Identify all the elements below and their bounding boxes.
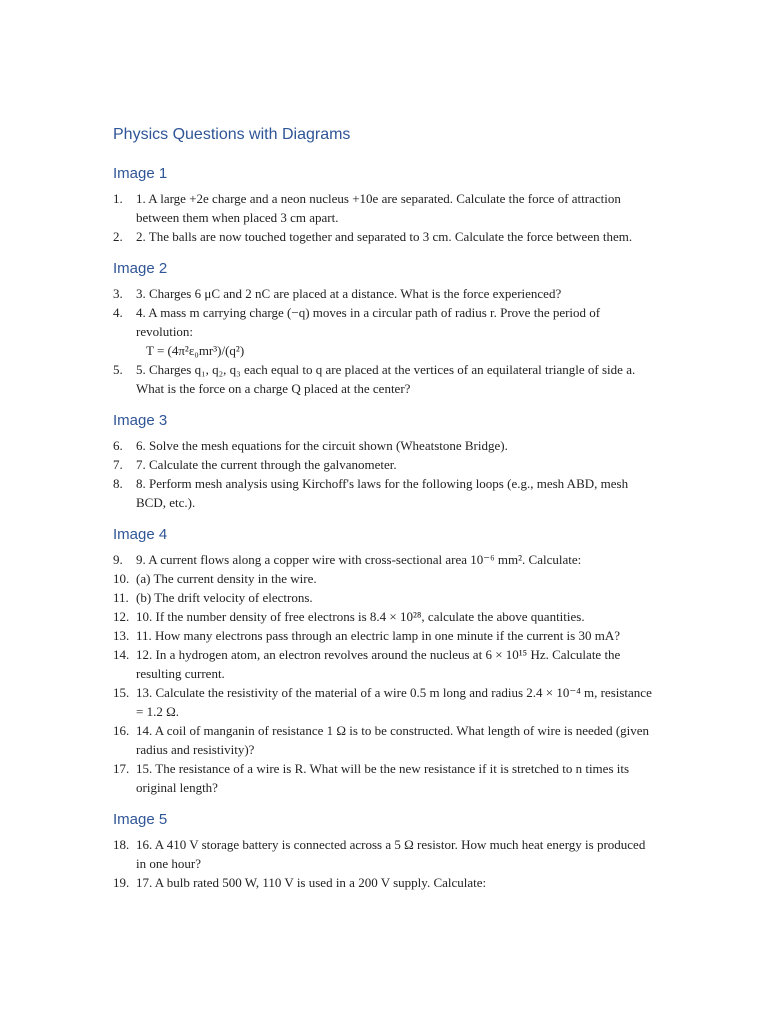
item-number: 5.: [113, 362, 123, 377]
section-image-3: [113, 411, 658, 512]
list-item: [113, 721, 658, 759]
list-item: [113, 284, 658, 303]
list-item: [113, 569, 658, 588]
item-text: 13. Calculate the resistivity of the material of a wire 0.5 m long and radius 2.4 × 10⁻⁴ m, resistance = 1.2 Ω.: [136, 685, 652, 719]
question-list: [113, 189, 658, 246]
item-number: 4.: [113, 305, 123, 320]
section-heading: Image 4: [113, 526, 168, 543]
item-text: 6. Solve the mesh equations for the circuit shown (Wheatstone Bridge).: [136, 438, 508, 453]
question-list: [113, 550, 658, 797]
item-number: 11.: [113, 590, 129, 605]
item-number: 7.: [113, 457, 123, 472]
list-item: [113, 303, 658, 360]
item-number: 9.: [113, 552, 123, 567]
item-text: 3. Charges 6 μC and 2 nC are placed at a distance. What is the force experienced?: [136, 286, 562, 301]
item-text: 9. A current flows along a copper wire with cross-sectional area 10⁻⁶ mm². Calculate:: [136, 552, 582, 567]
item-text: 15. The resistance of a wire is R. What will be the new resistance if it is stretched to n times its original length?: [136, 761, 630, 795]
section-image-1: [113, 164, 658, 246]
section-image-5: [113, 810, 658, 892]
list-item: [113, 683, 658, 721]
list-item: [113, 759, 658, 797]
list-item: [113, 626, 658, 645]
section-heading: Image 2: [113, 260, 168, 277]
item-number: 15.: [113, 685, 130, 700]
question-list: [113, 436, 658, 512]
list-item: [113, 474, 658, 512]
item-text: 8. Perform mesh analysis using Kirchoff's laws for the following loops (e.g., mesh ABD, mesh BCD, etc.).: [136, 476, 629, 510]
list-item: [113, 360, 658, 398]
section-image-4: [113, 525, 658, 797]
question-list: [113, 284, 658, 398]
item-text: 1. A large +2e charge and a neon nucleus +10e are separated. Calculate the force of attraction between them when placed 3 cm apart.: [136, 191, 621, 225]
item-text: 5. Charges q₁, q₂, q₃ each equal to q are placed at the vertices of an equilateral triangle of side a. What is the force on a charge Q placed at the center?: [136, 362, 636, 396]
item-number: 12.: [113, 609, 130, 624]
item-number: 2.: [113, 229, 123, 244]
item-number: 1.: [113, 191, 123, 206]
section-heading: Image 1: [113, 165, 168, 182]
list-item: [113, 455, 658, 474]
item-number: 6.: [113, 438, 123, 453]
item-text: (a) The current density in the wire.: [136, 571, 317, 586]
section-heading: Image 3: [113, 412, 168, 429]
list-item: [113, 607, 658, 626]
item-number: 16.: [113, 723, 130, 738]
document-content: [113, 124, 658, 905]
period-formula: T = (4π²ε₀mr³)/(q²): [146, 343, 245, 358]
item-text: 12. In a hydrogen atom, an electron revolves around the nucleus at 6 × 10¹⁵ Hz. Calculate the resulting current.: [136, 647, 621, 681]
item-number: 18.: [113, 837, 130, 852]
list-item: [113, 227, 658, 246]
item-text: 11. How many electrons pass through an electric lamp in one minute if the current is 30 mA?: [136, 628, 620, 643]
page-title: Physics Questions with Diagrams: [113, 126, 351, 143]
item-number: 13.: [113, 628, 130, 643]
list-item: [113, 873, 658, 892]
item-text: 4. A mass m carrying charge (−q) moves in a circular path of radius r. Prove the period of revolution:: [136, 305, 601, 339]
question-list: [113, 835, 658, 892]
item-number: 8.: [113, 476, 123, 491]
list-item: [113, 645, 658, 683]
list-item: [113, 835, 658, 873]
list-item: [113, 436, 658, 455]
section-image-2: [113, 259, 658, 398]
item-text: 7. Calculate the current through the galvanometer.: [136, 457, 397, 472]
section-heading: Image 5: [113, 811, 168, 828]
list-item: [113, 588, 658, 607]
item-text: 10. If the number density of free electrons is 8.4 × 10²⁸, calculate the above quantities.: [136, 609, 585, 624]
item-text: 16. A 410 V storage battery is connected across a 5 Ω resistor. How much heat energy is produced in one hour?: [136, 837, 646, 871]
item-text: 17. A bulb rated 500 W, 110 V is used in a 200 V supply. Calculate:: [136, 875, 487, 890]
item-text: (b) The drift velocity of electrons.: [136, 590, 313, 605]
item-number: 19.: [113, 875, 130, 890]
item-number: 10.: [113, 571, 130, 586]
item-text: 14. A coil of manganin of resistance 1 Ω is to be constructed. What length of wire is needed (given radius and resistivity)?: [136, 723, 650, 757]
item-number: 17.: [113, 761, 130, 776]
item-number: 3.: [113, 286, 123, 301]
list-item: [113, 550, 658, 569]
list-item: [113, 189, 658, 227]
item-text: 2. The balls are now touched together and separated to 3 cm. Calculate the force between them.: [136, 229, 633, 244]
item-number: 14.: [113, 647, 130, 662]
